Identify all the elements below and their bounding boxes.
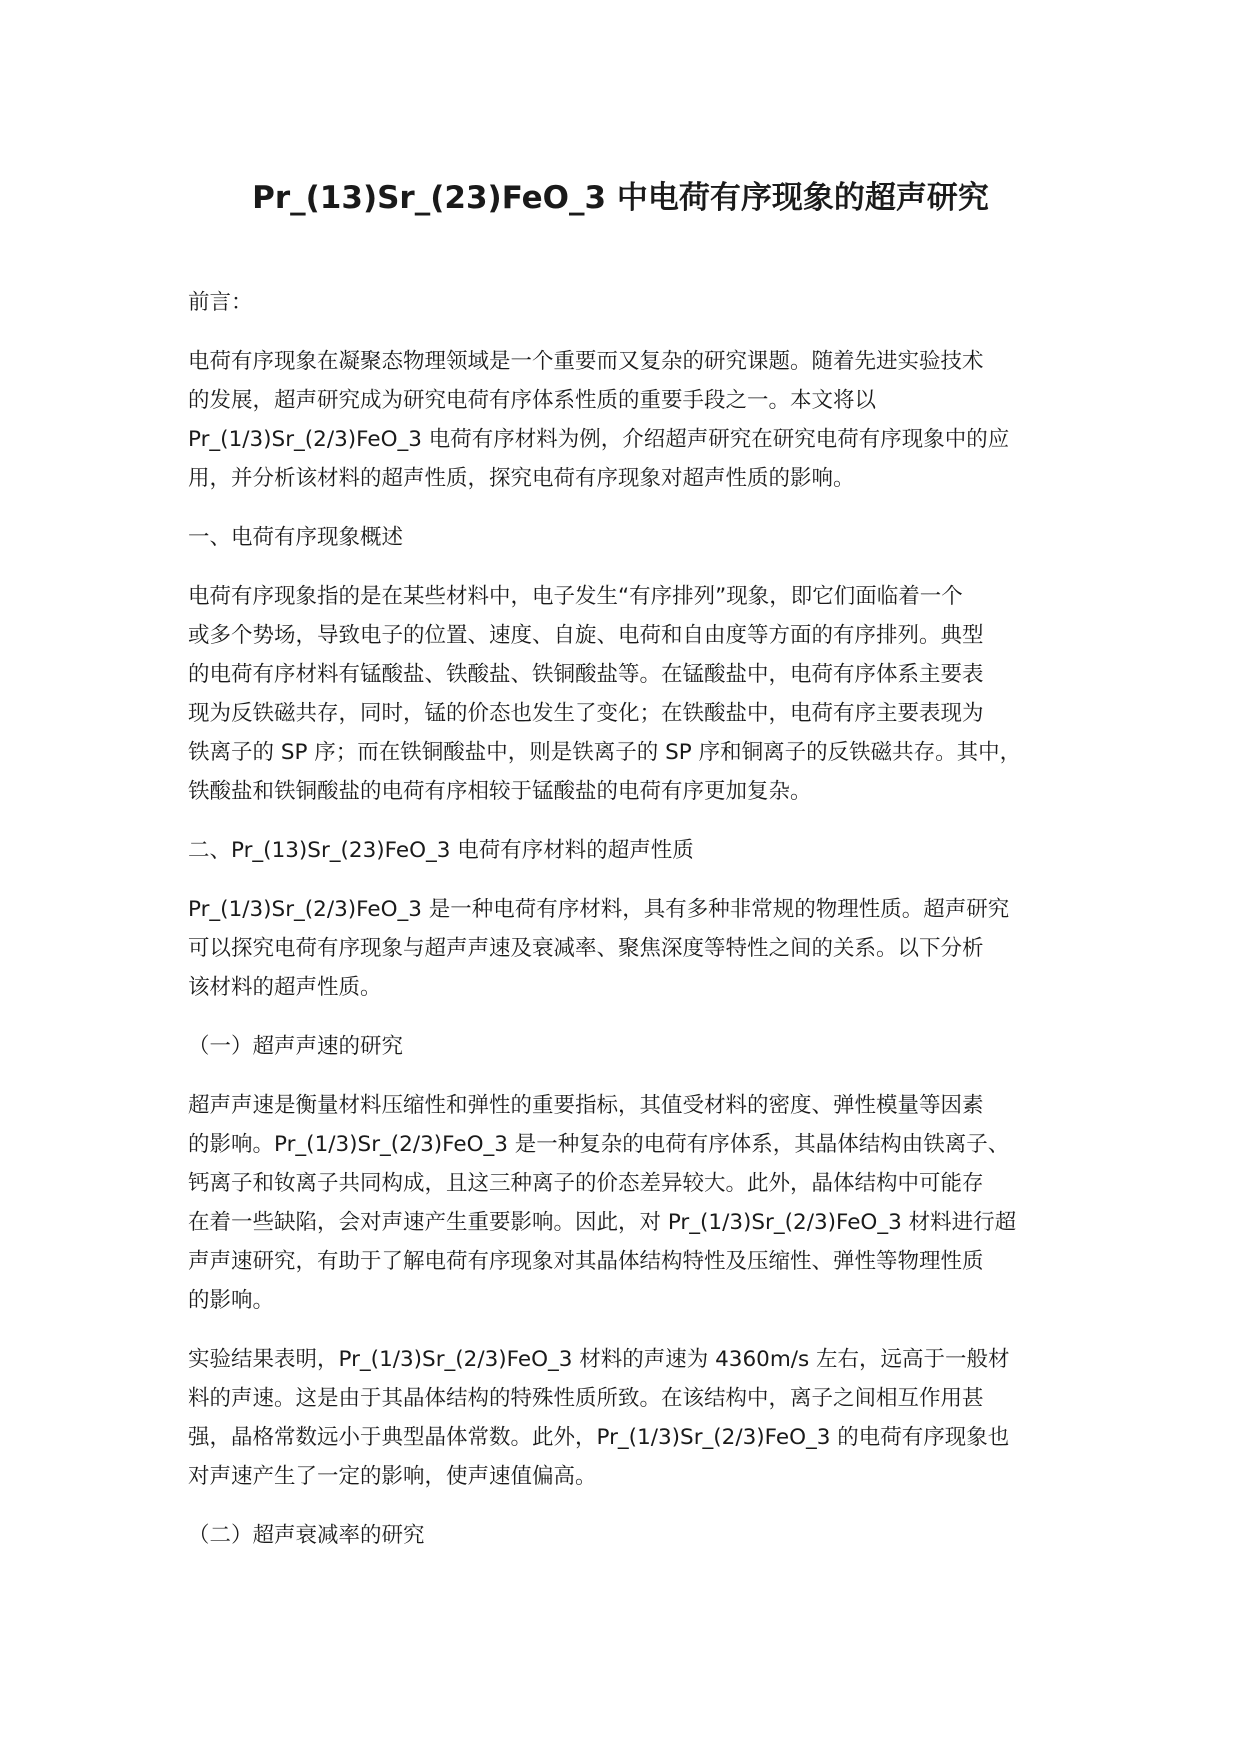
text-line: Pr_(1/3)Sr_(2/3)FeO_3 电荷有序材料为例，介绍超声研究在研究电荷有序现象中的应: [188, 427, 1010, 452]
document-body: [188, 283, 1068, 1555]
text-line: 的影响。Pr_(1/3)Sr_(2/3)FeO_3 是一种复杂的电荷有序体系，其晶体结构由铁离子、: [188, 1132, 1010, 1157]
document-title: Pr_(13)Sr_(23)FeO_3 中电荷有序现象的超声研究: [252, 180, 989, 216]
text-line: 该材料的超声性质。: [188, 975, 382, 1000]
text-line: 现为反铁磁共存，同时，锰的价态也发生了变化；在铁酸盐中，电荷有序主要表现为: [188, 701, 984, 726]
body-paragraph: [188, 1086, 1068, 1320]
text-line: 可以探究电荷有序现象与超声声速及衰减率、聚焦深度等特性之间的关系。以下分析: [188, 936, 984, 961]
section-heading: [188, 283, 1068, 322]
body-paragraph: [188, 1340, 1068, 1496]
body-paragraph: [188, 577, 1068, 811]
text-line: 二、Pr_(13)Sr_(23)FeO_3 电荷有序材料的超声性质: [188, 838, 694, 863]
text-line: 钙离子和钕离子共同构成，且这三种离子的价态差异较大。此外，晶体结构中可能存: [188, 1171, 984, 1196]
text-line: 或多个势场，导致电子的位置、速度、自旋、电荷和自由度等方面的有序排列。典型: [188, 623, 984, 648]
text-line: 实验结果表明，Pr_(1/3)Sr_(2/3)FeO_3 材料的声速为 4360m/s 左右，远高于一般材: [188, 1347, 1010, 1372]
text-line: 对声速产生了一定的影响，使声速值偏高。: [188, 1464, 597, 1489]
text-line: 用，并分析该材料的超声性质，探究电荷有序现象对超声性质的影响。: [188, 466, 855, 491]
text-line: （二）超声衰减率的研究: [188, 1523, 425, 1548]
text-line: Pr_(1/3)Sr_(2/3)FeO_3 是一种电荷有序材料，具有多种非常规的物理性质。超声研究: [188, 897, 1010, 922]
text-line: 的发展，超声研究成为研究电荷有序体系性质的重要手段之一。本文将以: [188, 388, 877, 413]
section-heading: [188, 831, 1068, 870]
text-line: 的电荷有序材料有锰酸盐、铁酸盐、铁铜酸盐等。在锰酸盐中，电荷有序体系主要表: [188, 662, 984, 687]
text-line: 的影响。: [188, 1288, 275, 1313]
text-line: 电荷有序现象在凝聚态物理领域是一个重要而又复杂的研究课题。随着先进实验技术: [188, 349, 984, 374]
text-line: 电荷有序现象指的是在某些材料中，电子发生“有序排列”现象，即它们面临着一个: [188, 584, 963, 609]
body-paragraph: [188, 342, 1068, 498]
section-heading: [188, 1027, 1068, 1066]
text-line: 声声速研究，有助于了解电荷有序现象对其晶体结构特性及压缩性、弹性等物理性质: [188, 1249, 984, 1274]
text-line: 在着一些缺陷，会对声速产生重要影响。因此，对 Pr_(1/3)Sr_(2/3)FeO_3 材料进行超: [188, 1210, 1017, 1235]
text-line: 一、电荷有序现象概述: [188, 525, 404, 550]
section-heading: [188, 1516, 1068, 1555]
text-line: 强，晶格常数远小于典型晶体常数。此外，Pr_(1/3)Sr_(2/3)FeO_3 的电荷有序现象也: [188, 1425, 1010, 1450]
section-heading: [188, 518, 1068, 557]
text-line: 料的声速。这是由于其晶体结构的特殊性质所致。在该结构中，离子之间相互作用甚: [188, 1386, 984, 1411]
text-line: 铁酸盐和铁铜酸盐的电荷有序相较于锰酸盐的电荷有序更加复杂。: [188, 779, 812, 804]
text-line: 超声声速是衡量材料压缩性和弹性的重要指标，其值受材料的密度、弹性模量等因素: [188, 1093, 984, 1118]
text-line: 铁离子的 SP 序；而在铁铜酸盐中，则是铁离子的 SP 序和铜离子的反铁磁共存。其中，: [188, 740, 1022, 765]
text-line: 前言：: [188, 290, 253, 315]
text-line: （一）超声声速的研究: [188, 1034, 404, 1059]
body-paragraph: [188, 890, 1068, 1007]
